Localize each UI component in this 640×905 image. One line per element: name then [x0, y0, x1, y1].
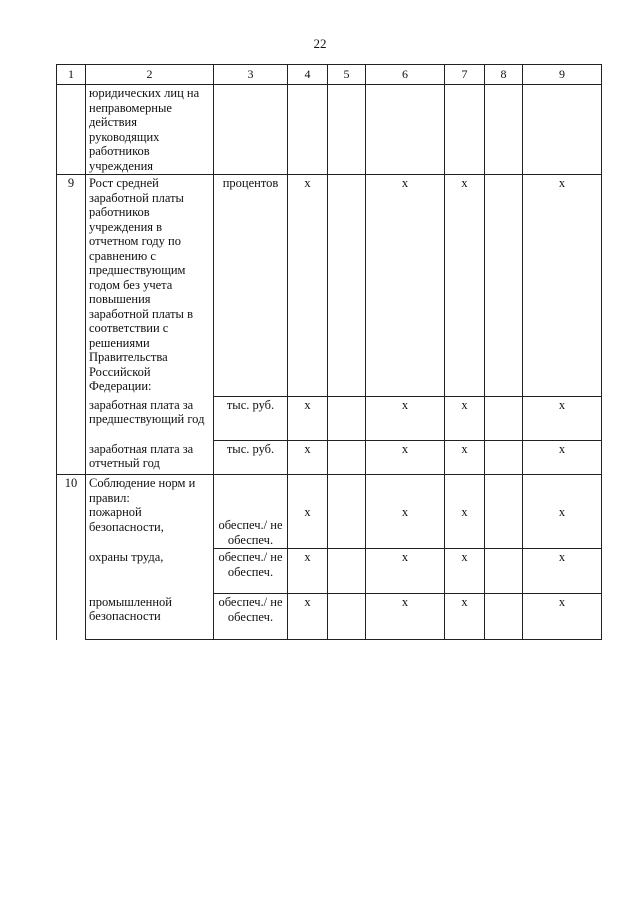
- value-cell: x: [445, 397, 485, 441]
- value-cell: [445, 85, 485, 175]
- header-cell: 6: [366, 65, 445, 85]
- unit-cell: обеспеч./ не обеспеч.: [214, 549, 288, 594]
- value-cell: x: [366, 175, 445, 397]
- header-cell: 7: [445, 65, 485, 85]
- indicator-sub-label: пожарной безопасности,: [89, 505, 164, 534]
- table-row-9-sub1: [57, 397, 602, 441]
- value-cell: x: [288, 475, 328, 549]
- table-row-10: [57, 475, 602, 549]
- header-cell: 5: [328, 65, 366, 85]
- table-row-9-sub2: [57, 441, 602, 475]
- value-cell: [288, 85, 328, 175]
- value-cell: x: [366, 475, 445, 549]
- indicator-name-cell: заработная плата за предшествующий год: [86, 397, 214, 441]
- value-cell: x: [288, 441, 328, 475]
- table-row-9: [57, 175, 602, 397]
- indicators-table: [56, 64, 602, 640]
- indicator-name-cell: [86, 475, 214, 549]
- value-cell: x: [445, 441, 485, 475]
- value-cell: x: [523, 594, 602, 640]
- value-cell: x: [366, 397, 445, 441]
- value-cell: [485, 441, 523, 475]
- value-cell: x: [523, 549, 602, 594]
- table-row-continued: [57, 85, 602, 175]
- value-cell: [485, 475, 523, 549]
- header-cell: 2: [86, 65, 214, 85]
- value-cell: x: [445, 549, 485, 594]
- unit-cell: обеспеч./ не обеспеч.: [214, 594, 288, 640]
- row-number-cell: [57, 85, 86, 175]
- unit-cell: [214, 85, 288, 175]
- indicator-title: Соблюдение норм и правил:: [89, 476, 196, 505]
- header-cell: 8: [485, 65, 523, 85]
- value-cell: [366, 85, 445, 175]
- value-cell: x: [288, 549, 328, 594]
- header-cell: 1: [57, 65, 86, 85]
- value-cell: x: [523, 175, 602, 397]
- header-cell: 4: [288, 65, 328, 85]
- indicator-name-cell: юридических лиц на неправомерные действия руководящих работников учреждения: [86, 85, 214, 175]
- value-cell: [328, 475, 366, 549]
- unit-cell: тыс. руб.: [214, 397, 288, 441]
- value-cell: [485, 175, 523, 397]
- value-cell: [485, 594, 523, 640]
- header-row: [57, 65, 602, 85]
- unit-cell: тыс. руб.: [214, 441, 288, 475]
- value-cell: x: [445, 175, 485, 397]
- header-cell: 9: [523, 65, 602, 85]
- value-cell: x: [523, 441, 602, 475]
- value-cell: x: [445, 475, 485, 549]
- value-cell: x: [523, 397, 602, 441]
- value-cell: x: [288, 397, 328, 441]
- value-cell: x: [366, 549, 445, 594]
- page-number: 22: [313, 36, 327, 51]
- value-cell: [328, 397, 366, 441]
- unit-cell: процентов: [214, 175, 288, 397]
- value-cell: x: [366, 594, 445, 640]
- value-cell: [523, 85, 602, 175]
- value-cell: x: [523, 475, 602, 549]
- value-cell: x: [288, 175, 328, 397]
- value-cell: [485, 85, 523, 175]
- value-cell: [328, 85, 366, 175]
- unit-cell: обеспеч./ не обеспеч.: [214, 475, 288, 549]
- row-number-cell: 10: [57, 475, 86, 640]
- value-cell: [328, 175, 366, 397]
- value-cell: [328, 549, 366, 594]
- value-cell: [328, 594, 366, 640]
- value-cell: [485, 549, 523, 594]
- value-cell: [328, 441, 366, 475]
- table-row-10-sub2: [57, 549, 602, 594]
- value-cell: x: [445, 594, 485, 640]
- header-cell: 3: [214, 65, 288, 85]
- value-cell: x: [288, 594, 328, 640]
- indicator-name-cell: охраны труда,: [86, 549, 214, 594]
- value-cell: x: [366, 441, 445, 475]
- indicator-name-cell: промышленной безопасности: [86, 594, 214, 640]
- indicator-name-cell: заработная плата за отчетный год: [86, 441, 214, 475]
- indicator-name-cell: Рост средней заработной платы работников учреждения в отчетном году по сравнению с предшествующим годом без учета повышения заработной платы в соответствии с решениями Правительства Российской Федерации:: [86, 175, 214, 397]
- table-row-10-sub3: [57, 594, 602, 640]
- row-number-cell: 9: [57, 175, 86, 475]
- value-cell: [485, 397, 523, 441]
